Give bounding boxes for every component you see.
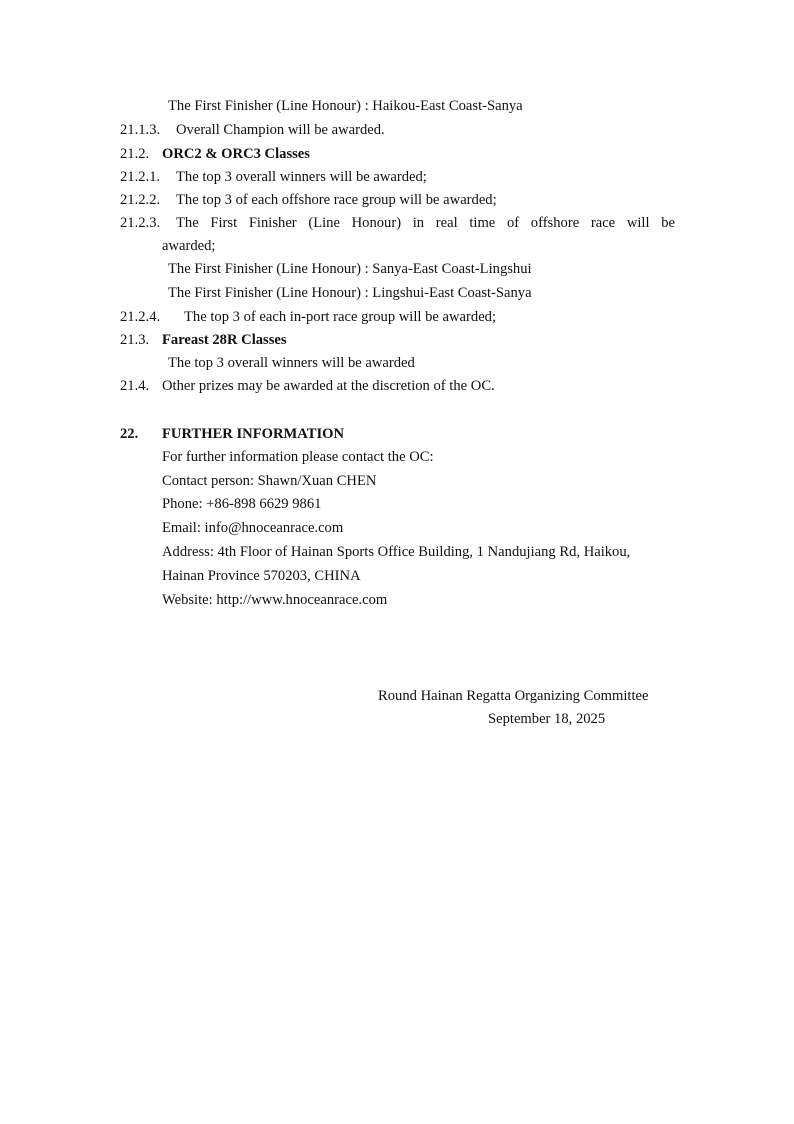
line-honour-lingshui-sanya: The First Finisher (Line Honour) : Lingshui-East Coast-Sanya	[168, 285, 532, 301]
section-heading: Fareast 28R Classes	[162, 332, 287, 348]
contact-person: Contact person: Shawn/Xuan CHEN	[162, 473, 377, 489]
item-text: The First Finisher (Line Honour) in real time of offshore race will be	[176, 215, 675, 231]
item-number: 21.2.2.	[120, 192, 161, 208]
contact-intro: For further information please contact the OC:	[162, 449, 434, 465]
item-text: The top 3 of each in-port race group will be awarded;	[184, 309, 497, 325]
item-number: 21.2.4.	[120, 309, 161, 325]
contact-email: Email: info@hnoceanrace.com	[162, 520, 344, 536]
section-heading: FURTHER INFORMATION	[162, 426, 345, 442]
item-text-continuation: awarded;	[162, 238, 216, 254]
signature-organization: Round Hainan Regatta Organizing Committee	[378, 688, 649, 704]
item-number: 21.2.3.	[120, 215, 161, 231]
item-text: The top 3 of each offshore race group will be awarded;	[176, 192, 497, 208]
item-text: Other prizes may be awarded at the discretion of the OC.	[162, 378, 495, 394]
section-number: 22.	[120, 426, 139, 442]
section-number: 21.2.	[120, 146, 150, 162]
contact-website: Website: http://www.hnoceanrace.com	[162, 592, 388, 608]
section-number: 21.3.	[120, 332, 150, 348]
contact-address-continuation: Hainan Province 570203, CHINA	[162, 568, 361, 584]
item-number: 21.1.3.	[120, 122, 161, 138]
item-text: The top 3 overall winners will be awarded	[168, 355, 415, 371]
section-number: 21.4.	[120, 378, 150, 394]
contact-phone: Phone: +86-898 6629 9861	[162, 496, 322, 512]
line-honour-haikou-sanya: The First Finisher (Line Honour) : Haikou-East Coast-Sanya	[168, 98, 523, 114]
item-text: Overall Champion will be awarded.	[176, 122, 385, 138]
signature-date: September 18, 2025	[488, 711, 606, 727]
section-heading: ORC2 & ORC3 Classes	[162, 146, 310, 162]
contact-address: Address: 4th Floor of Hainan Sports Office Building, 1 Nandujiang Rd, Haikou,	[162, 544, 631, 560]
item-number: 21.2.1.	[120, 169, 161, 185]
item-text: The top 3 overall winners will be awarded;	[176, 169, 427, 185]
line-honour-sanya-lingshui: The First Finisher (Line Honour) : Sanya-East Coast-Lingshui	[168, 261, 532, 277]
